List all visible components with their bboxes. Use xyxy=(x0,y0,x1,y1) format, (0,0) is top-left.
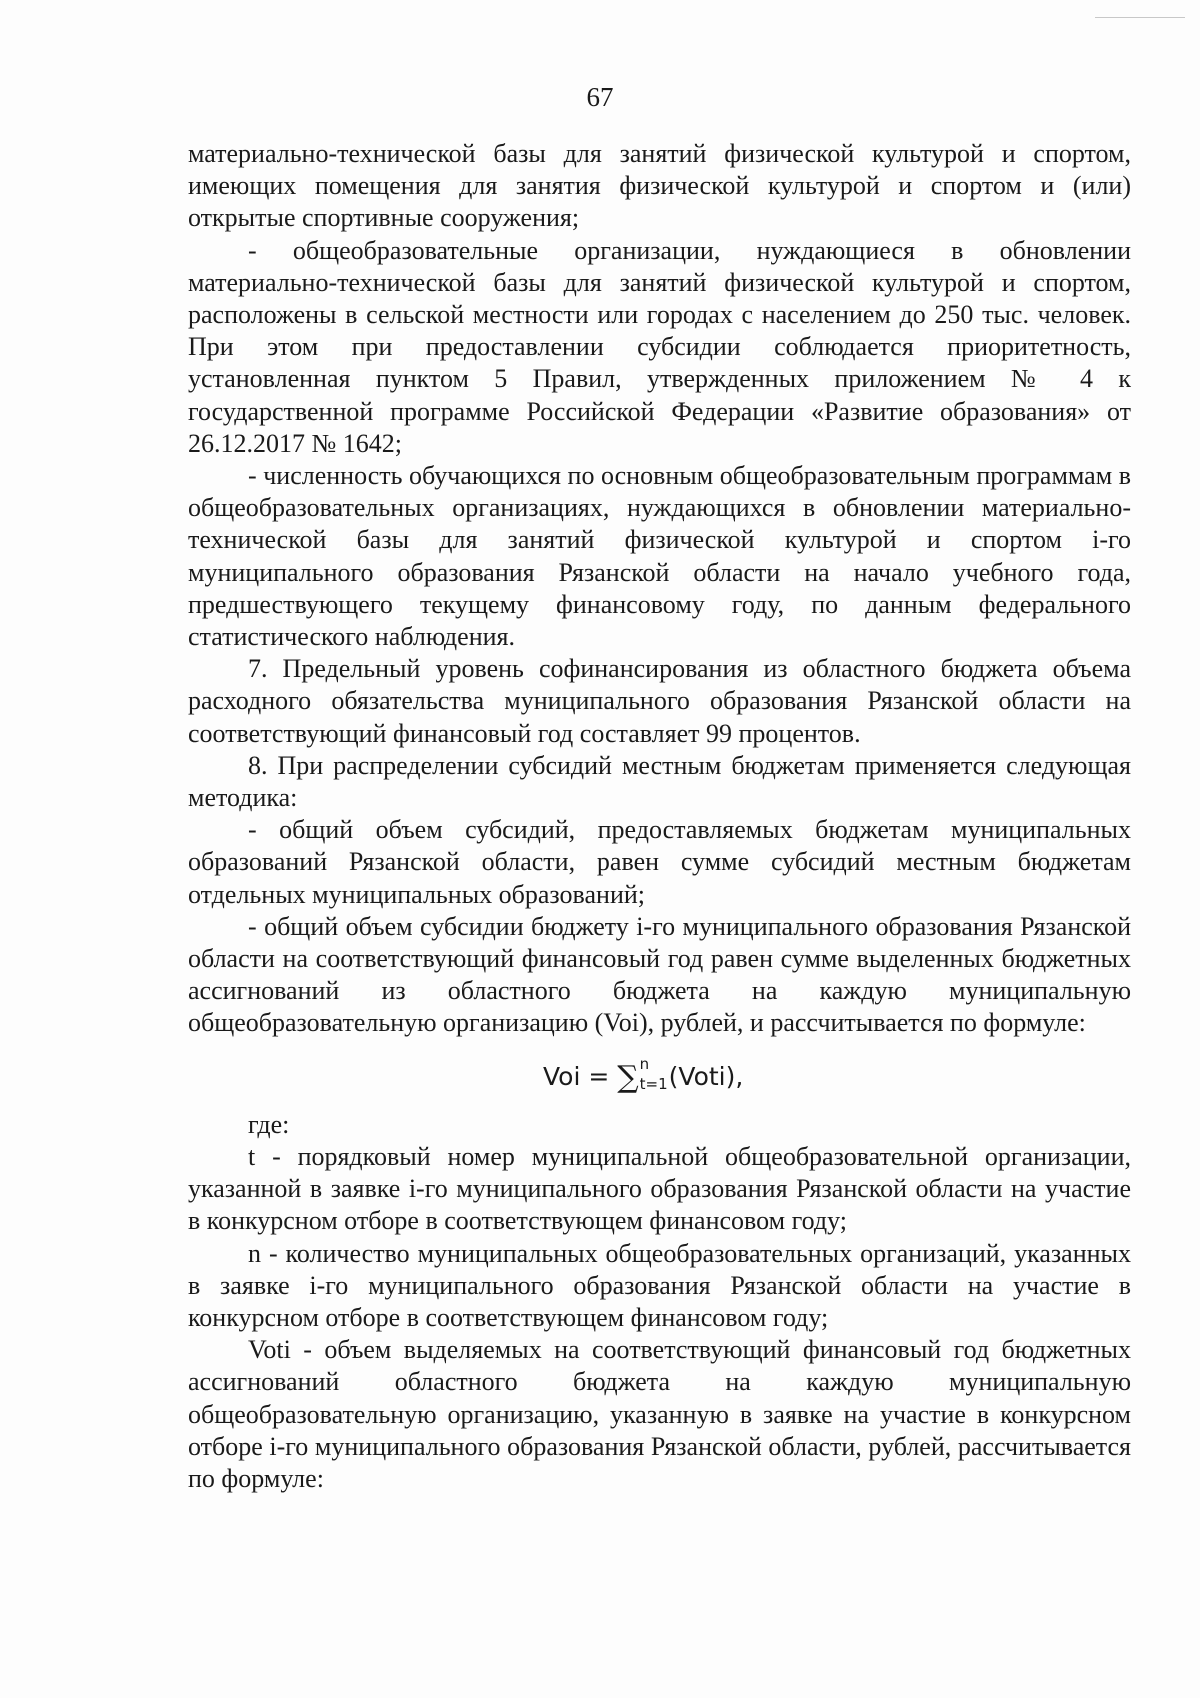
where-label: где: xyxy=(248,1109,290,1139)
paragraph-item-7: 7. Предельный уровень софинансирования из областного бюджета объема расходного обязательства муниципального образования Рязанской области на соответствующий финансовый год составляет 99 процентов. xyxy=(188,654,1131,748)
definition-voti: Voti - объем выделяемых на соответствующий финансовый год бюджетных ассигнований областного бюджета на каждую муниципальную общеобразовательную организацию, указанную в заявке на участие в конкурсном отборе i-го муниципального образования Рязанской области, рублей, рассчитывается по формуле: xyxy=(188,1335,1131,1493)
formula-argument: (Voti), xyxy=(668,1061,744,1091)
paragraph-item-8: 8. При распределении субсидий местным бюджетам применяется следующая методика: xyxy=(188,750,1131,813)
paragraph-criterion-rural: - общеобразовательные организации, нуждающиеся в обновлении материально-технической базы для занятий физической культурой и спортом, расположены в сельской местности или городах с населением до 250 тыс. человек. При этом при предоставлении субсидии соблюдается приоритетность, установленная пунктом 5 Правил, утвержденных приложением № 4 к государственной программе Российской Федерации «Развитие образования» от 26.12.2017 № 1642; xyxy=(188,235,1131,458)
definition-t: t - порядковый номер муниципальной общеобразовательной организации, указанной в заявке i-го муниципального образования Рязанской области на участие в конкурсном отборе в соответствующем финансовом году; xyxy=(188,1141,1131,1236)
sum-lower-limit: t=1 xyxy=(639,1074,668,1093)
sum-formula xyxy=(188,1054,1131,1099)
document-body xyxy=(188,138,1131,1495)
sum-symbol: ∑ xyxy=(617,1059,639,1095)
formula-lhs: Voi = xyxy=(543,1061,618,1091)
sum-limits xyxy=(639,1054,668,1094)
paragraph-criterion-students: - численность обучающихся по основным общеобразовательным программам в общеобразовательных организациях, нуждающихся в обновлении материально-технической базы для занятий физической культурой и спортом i-го муниципального образования Рязанской области на начало учебного года, предшествующего текущему финансовому году, по данным федерального статистического наблюдения. xyxy=(188,461,1131,652)
paragraph-total-subsidies: - общий объем субсидий, предоставляемых бюджетам муниципальных образований Рязанской области, равен сумме субсидий местным бюджетам отдельных муниципальных образований; xyxy=(188,815,1131,909)
paragraph-subsidy-formula-intro: - общий объем субсидии бюджету i-го муниципального образования Рязанской области на соответствующий финансовый год равен сумме выделенных бюджетных ассигнований из областного бюджета на каждую муниципальную общеобразовательную организацию (Voi), рублей, и рассчитывается по формуле: xyxy=(188,911,1131,1038)
definition-n: n - количество муниципальных общеобразовательных организаций, указанных в заявке i-го муниципального образования Рязанской области на участие в конкурсном отборе в соответствующем финансовом году; xyxy=(188,1238,1131,1332)
sum-upper-limit: n xyxy=(639,1054,650,1073)
scan-edge-mark xyxy=(1095,17,1185,18)
page-number: 67 xyxy=(586,82,614,112)
paragraph-continuation: материально-технической базы для занятий физической культурой и спортом, имеющих помещения для занятия физической культурой и спортом и (или) открытые спортивные сооружения; xyxy=(188,139,1131,233)
